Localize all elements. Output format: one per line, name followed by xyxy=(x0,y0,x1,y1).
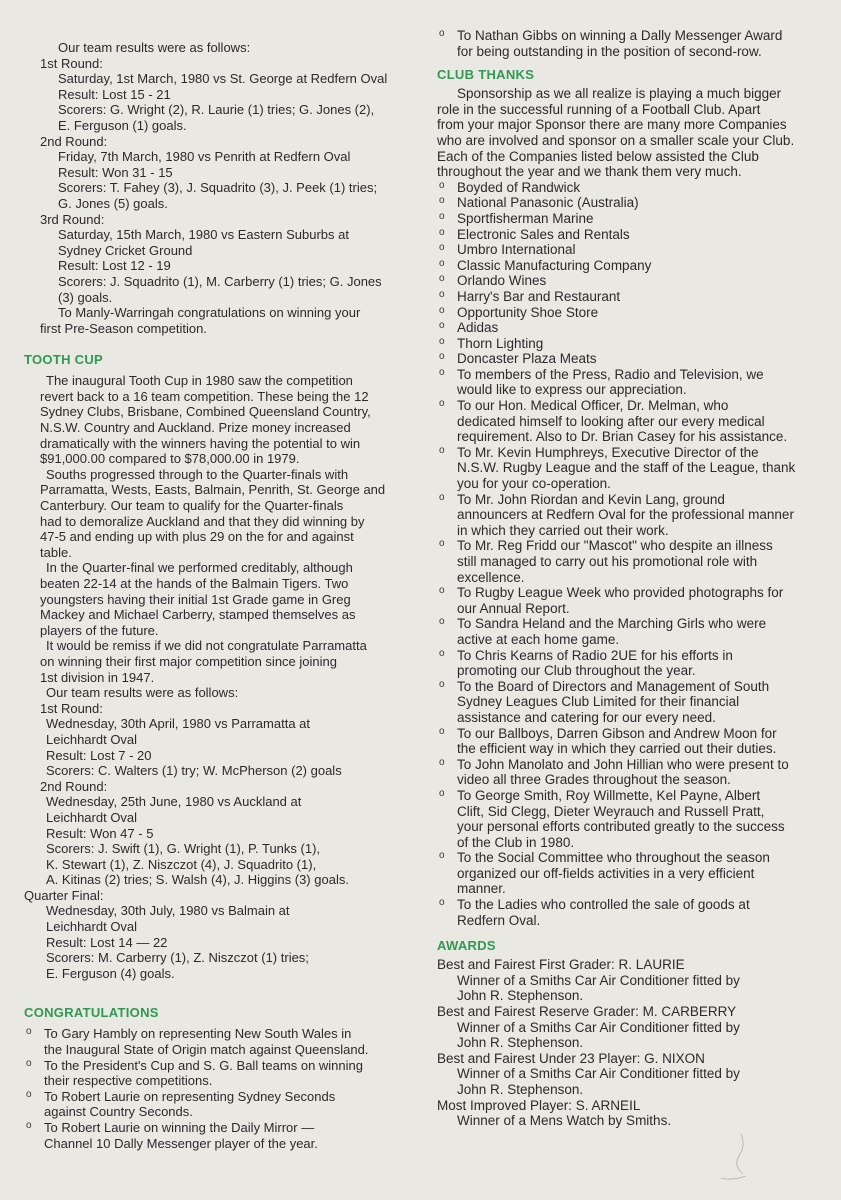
scorers-line: Scorers: J. Squadrito (1), M. Carberry (1) tries; G. Jones xyxy=(58,273,382,289)
result-line: Result: Lost 7 - 20 xyxy=(46,747,152,763)
bullet-icon: o xyxy=(439,195,445,207)
paragraph-line: Parramatta, Wests, Easts, Balmain, Penrith, St. George and xyxy=(40,482,386,498)
tooth-paragraph-4 xyxy=(24,638,396,685)
list-item-line: To the Social Committee who throughout the season xyxy=(457,850,770,866)
sponsor-item xyxy=(437,320,822,336)
bullet-icon: o xyxy=(439,897,445,909)
bullet-icon: o xyxy=(439,335,445,347)
paragraph-line: first Pre-Season competition. xyxy=(40,320,207,336)
bullet-icon: o xyxy=(439,351,445,363)
award-item xyxy=(437,1004,822,1051)
paragraph-line: Souths progressed through to the Quarter-finals with xyxy=(46,466,349,482)
sponsor-item xyxy=(437,180,822,196)
list-item-line: To Mr. John Riordan and Kevin Lang, ground xyxy=(457,491,725,507)
list-item xyxy=(437,538,822,585)
list-item-line: the Inaugural State of Origin match against Queensland. xyxy=(44,1042,369,1058)
award-prize: Winner of a Smiths Car Air Conditioner fitted by xyxy=(457,972,740,988)
paragraph-line: dramatically with the winners having the potential to win xyxy=(40,435,361,451)
sponsor-name: Classic Manufacturing Company xyxy=(457,257,652,273)
paragraph-line: Sydney Clubs, Brisbane, Combined Queensland Country, xyxy=(40,404,371,420)
list-item xyxy=(437,445,822,492)
list-item-line: To Mr. Reg Fridd our "Mascot" who despite an illness xyxy=(457,538,773,554)
congratulations-list xyxy=(24,1026,396,1151)
paragraph-line: Sponsorship as we all realize is playing a much bigger xyxy=(457,86,782,102)
list-item-line: To Rugby League Week who provided photographs for xyxy=(457,585,784,601)
list-item-line: To Sandra Heland and the Marching Girls who were xyxy=(457,616,767,632)
match-line: Leichhardt Oval xyxy=(46,809,138,825)
bullet-icon: o xyxy=(439,226,445,238)
paragraph-line: To Manly-Warringah congratulations on winning your xyxy=(58,305,361,321)
list-item-line: still managed to carry out his promotional role with xyxy=(457,554,758,569)
award-item xyxy=(437,1051,822,1098)
match-line: Saturday, 1st March, 1980 vs St. George at Redfern Oval xyxy=(58,71,388,87)
bullet-icon: o xyxy=(439,320,445,332)
sponsor-name: Doncaster Plaza Meats xyxy=(457,351,597,367)
paragraph-line: In the Quarter-final we performed creditably, although xyxy=(46,560,353,576)
match-line: Friday, 7th March, 1980 vs Penrith at Redfern Oval xyxy=(58,149,351,165)
list-item-line: Redfern Oval. xyxy=(457,912,541,928)
paragraph-line: It would be remiss if we did not congratulate Parramatta xyxy=(46,638,367,654)
list-item-line: announcers at Redfern Oval for the professional manner xyxy=(457,507,794,523)
match-line: Saturday, 15th March, 1980 vs Eastern Suburbs at xyxy=(58,227,349,243)
list-item-line: To Gary Hambly on representing New South Wales in xyxy=(44,1026,352,1042)
sponsor-item xyxy=(437,351,822,367)
list-item xyxy=(437,585,822,616)
match-line: Leichhardt Oval xyxy=(46,919,138,935)
round-label: 1st Round: xyxy=(40,55,103,71)
list-item-line: To the President's Cup and S. G. Ball teams on winning xyxy=(44,1057,363,1073)
bullet-icon: o xyxy=(439,398,445,410)
sponsor-item xyxy=(437,336,822,352)
list-item-line: To John Manolato and John Hillian who were present to xyxy=(457,756,789,772)
list-item xyxy=(437,28,822,59)
list-item-line: your personal efforts contributed greatly to the success xyxy=(457,819,785,835)
list-item-line: their respective competitions. xyxy=(44,1073,213,1089)
list-item xyxy=(437,648,822,679)
list-item-line: would like to express our appreciation. xyxy=(457,382,687,398)
list-item-line: video all three Grades throughout the season. xyxy=(457,772,731,788)
scorers-line: Scorers: C. Walters (1) try; W. McPherson (2) goals xyxy=(46,763,342,779)
bullet-icon: o xyxy=(439,850,445,862)
bullet-icon: o xyxy=(439,725,445,737)
paragraph-line: N.S.W. Country and Auckland. Prize money increased xyxy=(40,420,351,436)
bullet-icon: o xyxy=(439,366,445,378)
paragraph-line: beaten 22-14 at the hands of the Balmain Tigers. Two xyxy=(40,576,349,591)
list-item-line: To members of the Press, Radio and Television, we xyxy=(457,366,764,382)
scorers-line: E. Ferguson (1) goals. xyxy=(58,117,187,133)
list-item-line: our Annual Report. xyxy=(457,600,570,616)
bullet-icon: o xyxy=(26,1088,32,1100)
paragraph-line: from your major Sponsor there are many more Companies xyxy=(437,117,787,133)
match-line: Wednesday, 25th June, 1980 vs Auckland at xyxy=(46,794,302,810)
sponsor-name: Harry's Bar and Restaurant xyxy=(457,288,621,304)
bullet-icon: o xyxy=(439,756,445,768)
list-item xyxy=(437,367,822,398)
list-item-line: To George Smith, Roy Willmette, Kel Payne, Albert xyxy=(457,787,761,803)
tooth-paragraph-1 xyxy=(24,373,396,467)
paragraph-line: throughout the year and we thank them very much. xyxy=(437,164,742,180)
list-item xyxy=(437,726,822,757)
paragraph-line: 47-5 and ending up with plus 29 on the for and against xyxy=(40,529,354,545)
list-item-line: organized our off-fields activities in a very efficient xyxy=(457,865,755,881)
congratulations-heading: CONGRATULATIONS xyxy=(24,1005,159,1021)
round-label: 2nd Round: xyxy=(40,133,108,149)
paragraph-line: Canterbury. Our team to qualify for the Quarter-finals xyxy=(40,498,344,514)
thanks-paragraph xyxy=(437,86,822,180)
bullet-icon: o xyxy=(439,491,445,503)
bullet-icon: o xyxy=(439,288,445,300)
right-column xyxy=(437,28,822,1129)
round-label: 1st Round: xyxy=(40,700,103,716)
list-item-line: you for your co-operation. xyxy=(457,476,611,492)
bullet-icon: o xyxy=(439,585,445,597)
sponsor-item xyxy=(437,242,822,258)
paragraph-line: Mackey and Michael Carberry, stamped themselves as xyxy=(40,607,356,623)
list-item xyxy=(437,398,822,445)
result-line: Result: Lost 15 - 21 xyxy=(58,86,171,102)
list-item-line: Clift, Sid Clegg, Dieter Weyrauch and Russell Pratt, xyxy=(457,803,765,819)
paragraph-line: The inaugural Tooth Cup in 1980 saw the competition xyxy=(46,373,353,389)
match-line: Wednesday, 30th July, 1980 vs Balmain at xyxy=(46,903,290,919)
left-column xyxy=(24,40,396,1151)
award-title: Most Improved Player: S. ARNEIL xyxy=(437,1097,641,1113)
list-item-line: excellence. xyxy=(457,569,525,585)
bullet-icon: o xyxy=(26,1120,32,1131)
award-prize: John R. Stephenson. xyxy=(457,1035,584,1051)
list-item-line: To Robert Laurie on representing Sydney Seconds xyxy=(44,1088,336,1104)
tooth-cup-heading: TOOTH CUP xyxy=(24,352,104,368)
bullet-icon: o xyxy=(439,273,445,285)
results-intro: Our team results were as follows: xyxy=(58,40,251,55)
list-item-line: To Chris Kearns of Radio 2UE for his efforts in xyxy=(457,647,733,663)
sponsor-list xyxy=(437,180,822,367)
scorers-line: E. Ferguson (4) goals. xyxy=(46,965,175,981)
list-item xyxy=(24,1089,396,1120)
award-title: Best and Fairest Reserve Grader: M. CARBERRY xyxy=(437,1004,737,1020)
list-item-line: Channel 10 Dally Messenger player of the year. xyxy=(44,1135,318,1151)
bullet-icon: o xyxy=(439,616,445,628)
paragraph-line: table. xyxy=(40,544,72,560)
scorers-line: Scorers: T. Fahey (3), J. Squadrito (3), J. Peek (1) tries; xyxy=(58,180,378,196)
sponsor-item xyxy=(437,195,822,211)
list-item-line: dedicated himself to looking after our every medical xyxy=(457,413,765,429)
list-item-line: the efficient way in which they carried out their duties. xyxy=(457,741,777,757)
paragraph-line: Each of the Companies listed below assisted the Club xyxy=(437,148,759,164)
page-mark-scribble xyxy=(701,1126,771,1186)
result-line: Result: Lost 12 - 19 xyxy=(58,258,171,274)
list-item-line: against Country Seconds. xyxy=(44,1104,193,1120)
sponsor-item xyxy=(437,227,822,243)
scorers-line: Scorers: J. Swift (1), G. Wright (1), P. Tunks (1), xyxy=(46,841,321,857)
tooth-paragraph-2 xyxy=(24,467,396,561)
sponsor-name: Electronic Sales and Rentals xyxy=(457,226,630,242)
scorers-line: K. Stewart (1), Z. Niszczot (4), J. Squadrito (1), xyxy=(46,856,317,872)
match-line: Leichhardt Oval xyxy=(46,731,138,747)
list-item-line: To our Hon. Medical Officer, Dr. Melman, who xyxy=(457,398,729,414)
sponsor-name: National Panasonic (Australia) xyxy=(457,195,639,211)
paragraph-line: 1st division in 1947. xyxy=(40,669,155,685)
sponsor-item xyxy=(437,289,822,305)
list-item-line: active at each home game. xyxy=(457,631,620,647)
list-item xyxy=(437,788,822,850)
award-prize: Winner of a Smiths Car Air Conditioner fitted by xyxy=(457,1066,740,1082)
sponsor-item xyxy=(437,211,822,227)
bullet-icon: o xyxy=(26,1026,32,1038)
list-item-line: To Robert Laurie on winning the Daily Mirror — xyxy=(44,1120,315,1135)
list-item-line: in which they carried out their work. xyxy=(457,522,669,538)
sponsor-name: Sportfisherman Marine xyxy=(457,210,594,226)
list-item-line: To our Ballboys, Darren Gibson and Andrew Moon for xyxy=(457,725,777,741)
list-item-line: N.S.W. Rugby League and the staff of the League, thank xyxy=(457,460,796,476)
award-prize: John R. Stephenson. xyxy=(457,988,584,1004)
sponsor-name: Umbro International xyxy=(457,242,576,258)
sponsor-name: Thorn Lighting xyxy=(457,335,544,351)
bullet-icon: o xyxy=(439,444,445,456)
round-label: 2nd Round: xyxy=(40,778,108,794)
award-item xyxy=(437,1098,822,1129)
scorers-line: (3) goals. xyxy=(58,289,113,305)
round-label: 3rd Round: xyxy=(40,211,105,227)
tooth-paragraph-3 xyxy=(24,560,396,638)
sponsor-item xyxy=(437,258,822,274)
list-item xyxy=(437,492,822,539)
sponsor-name: Adidas xyxy=(457,320,499,336)
match-line: Wednesday, 30th April, 1980 vs Parramatta at xyxy=(46,716,310,732)
bullet-icon: o xyxy=(439,210,445,222)
scorers-line: G. Jones (5) goals. xyxy=(58,195,168,211)
bullet-icon: o xyxy=(439,242,445,254)
list-item xyxy=(437,850,822,897)
results-intro: Our team results were as follows: xyxy=(46,685,239,701)
paragraph-line: had to demoralize Auckland and that they did winning by xyxy=(40,513,365,529)
award-prize: Winner of a Mens Watch by Smiths. xyxy=(457,1113,672,1129)
paragraph-line: revert back to a 16 team competition. These being the 12 xyxy=(40,388,369,404)
result-line: Result: Won 47 - 5 xyxy=(46,825,154,841)
thanks-list xyxy=(437,367,822,928)
award-title: Best and Fairest First Grader: R. LAURIE xyxy=(437,957,685,973)
paragraph-line: who are involved and sponsor on a smaller scale your Club. xyxy=(437,132,795,148)
match-line: Sydney Cricket Ground xyxy=(58,242,193,258)
scorers-line: Scorers: M. Carberry (1), Z. Niszczot (1) tries; xyxy=(46,950,309,966)
paragraph-line: $91,000.00 compared to $78,000.00 in 1979. xyxy=(40,451,300,467)
bullet-icon: o xyxy=(439,678,445,690)
list-item xyxy=(437,679,822,726)
sponsor-name: Boyded of Randwick xyxy=(457,179,581,195)
list-item xyxy=(437,757,822,788)
list-item-line: To the Ladies who controlled the sale of goods at xyxy=(457,897,750,913)
paragraph-line: role in the successful running of a Football Club. Apart xyxy=(437,101,761,117)
sponsor-name: Opportunity Shoe Store xyxy=(457,304,599,320)
bullet-icon: o xyxy=(439,647,445,659)
list-item xyxy=(437,897,822,928)
paragraph-line: players of the future. xyxy=(40,622,159,638)
list-item-line: To Nathan Gibbs on winning a Dally Messenger Award xyxy=(457,28,783,43)
club-thanks-heading: CLUB THANKS xyxy=(437,67,535,83)
awards-list xyxy=(437,957,822,1129)
result-line: Result: Lost 14 — 22 xyxy=(46,934,168,950)
bullet-icon: o xyxy=(26,1057,32,1069)
bullet-icon: o xyxy=(439,257,445,269)
paragraph-line: on winning their first major competition since joining xyxy=(40,653,337,669)
list-item xyxy=(24,1120,396,1151)
list-item-line: promoting our Club throughout the year. xyxy=(457,663,696,679)
list-item-line: for being outstanding in the position of second-row. xyxy=(457,43,762,59)
bullet-icon: o xyxy=(439,304,445,316)
list-item-line: assistance and catering for our every need. xyxy=(457,709,716,725)
award-title: Best and Fairest Under 23 Player: G. NIXON xyxy=(437,1050,705,1066)
list-item-line: To Mr. Kevin Humphreys, Executive Director of the xyxy=(457,444,759,460)
bullet-icon: o xyxy=(439,28,445,39)
sponsor-item xyxy=(437,273,822,289)
sponsor-name: Orlando Wines xyxy=(457,273,547,289)
list-item-line: requirement. Also to Dr. Brian Casey for his assistance. xyxy=(457,429,788,445)
result-line: Result: Won 31 - 15 xyxy=(58,164,173,180)
list-item-line: of the Club in 1980. xyxy=(457,834,575,850)
list-item xyxy=(24,1026,396,1057)
list-item xyxy=(437,616,822,647)
list-item-line: To the Board of Directors and Management of South xyxy=(457,678,770,694)
list-item-line: Sydney Leagues Club Limited for their financial xyxy=(457,694,740,710)
bullet-icon: o xyxy=(439,538,445,550)
scorers-line: Scorers: G. Wright (2), R. Laurie (1) tries; G. Jones (2), xyxy=(58,102,375,118)
round-label: Quarter Final: xyxy=(24,887,104,903)
list-item-line: manner. xyxy=(457,881,506,897)
bullet-icon: o xyxy=(439,787,445,799)
list-item xyxy=(24,1058,396,1089)
scorers-line: A. Kitinas (2) tries; S. Walsh (4), J. Higgins (3) goals. xyxy=(46,872,349,888)
award-prize: Winner of a Smiths Car Air Conditioner fitted by xyxy=(457,1019,740,1035)
bullet-icon: o xyxy=(439,179,445,191)
sponsor-item xyxy=(437,305,822,321)
award-prize: John R. Stephenson. xyxy=(457,1082,584,1097)
awards-heading: AWARDS xyxy=(437,938,496,954)
paragraph-line: youngsters having their initial 1st Grade game in Greg xyxy=(40,591,351,607)
award-item xyxy=(437,957,822,1004)
